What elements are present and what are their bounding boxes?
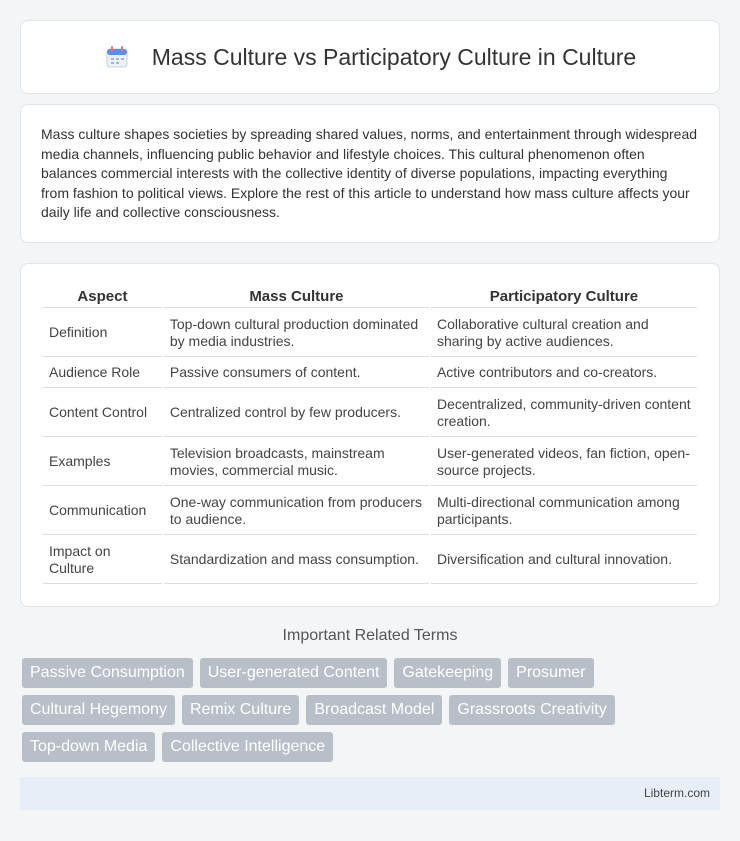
tag-prosumer[interactable]: Prosumer bbox=[508, 658, 593, 688]
table-row bbox=[43, 439, 697, 486]
tag-collective-intelligence[interactable]: Collective Intelligence bbox=[162, 732, 333, 762]
tag-user-generated-content[interactable]: User-generated Content bbox=[200, 658, 388, 688]
comparison-table-card bbox=[20, 263, 720, 607]
page-title: Mass Culture vs Participatory Culture in Culture bbox=[151, 43, 637, 70]
cell-mass: Top-down cultural production dominated by media industries. bbox=[164, 310, 429, 357]
cell-mass: Standardization and mass consumption. bbox=[164, 537, 429, 584]
tag-row bbox=[22, 658, 722, 688]
header-mass-culture: Mass Culture bbox=[164, 286, 429, 308]
table-row bbox=[43, 488, 697, 535]
cell-aspect: Examples bbox=[43, 439, 162, 486]
tag-broadcast-model[interactable]: Broadcast Model bbox=[306, 695, 442, 725]
cell-participatory: User-generated videos, fan fiction, open-source projects. bbox=[431, 439, 697, 486]
cell-aspect: Definition bbox=[43, 310, 162, 357]
related-terms-list bbox=[22, 658, 722, 769]
calendar-icon bbox=[104, 44, 130, 70]
cell-aspect: Impact on Culture bbox=[43, 537, 162, 584]
title-card bbox=[20, 20, 720, 94]
cell-aspect: Audience Role bbox=[43, 359, 162, 388]
cell-mass: Television broadcasts, mainstream movies, commercial music. bbox=[164, 439, 429, 486]
cell-participatory: Diversification and cultural innovation. bbox=[431, 537, 697, 584]
tag-passive-consumption[interactable]: Passive Consumption bbox=[22, 658, 193, 688]
tag-remix-culture[interactable]: Remix Culture bbox=[182, 695, 299, 725]
table-row bbox=[43, 359, 697, 388]
header-participatory-culture: Participatory Culture bbox=[431, 286, 697, 308]
tag-grassroots-creativity[interactable]: Grassroots Creativity bbox=[449, 695, 614, 725]
footer bbox=[20, 777, 720, 810]
tag-gatekeeping[interactable]: Gatekeeping bbox=[394, 658, 501, 688]
intro-card bbox=[20, 104, 720, 243]
cell-participatory: Collaborative cultural creation and sharing by active audiences. bbox=[431, 310, 697, 357]
table-header-row bbox=[43, 286, 697, 308]
tag-row bbox=[22, 695, 722, 725]
cell-participatory: Decentralized, community-driven content creation. bbox=[431, 390, 697, 437]
tag-top-down-media[interactable]: Top-down Media bbox=[22, 732, 155, 762]
table-row bbox=[43, 390, 697, 437]
table-row bbox=[43, 310, 697, 357]
footer-site-link[interactable]: Libterm.com bbox=[643, 786, 710, 800]
intro-paragraph: Mass culture shapes societies by spreading shared values, norms, and entertainment through widespread media channels, influencing public behavior and lifestyle choices. This cultural phenomenon often balances commercial interests with the collective identity of diverse populations, impacting everything from fashion to political views. Explore the rest of this article to understand how mass culture affects your daily life and collective consciousness. bbox=[41, 126, 698, 221]
cell-aspect: Communication bbox=[43, 488, 162, 535]
tag-row bbox=[22, 732, 722, 762]
header-aspect: Aspect bbox=[43, 286, 162, 308]
comparison-table bbox=[41, 284, 699, 586]
cell-aspect: Content Control bbox=[43, 390, 162, 437]
cell-participatory: Multi-directional communication among participants. bbox=[431, 488, 697, 535]
related-terms-title: Important Related Terms bbox=[282, 627, 458, 644]
cell-participatory: Active contributors and co-creators. bbox=[431, 359, 697, 388]
cell-mass: One-way communication from producers to audience. bbox=[164, 488, 429, 535]
cell-mass: Centralized control by few producers. bbox=[164, 390, 429, 437]
cell-mass: Passive consumers of content. bbox=[164, 359, 429, 388]
tag-cultural-hegemony[interactable]: Cultural Hegemony bbox=[22, 695, 175, 725]
table-row bbox=[43, 537, 697, 584]
